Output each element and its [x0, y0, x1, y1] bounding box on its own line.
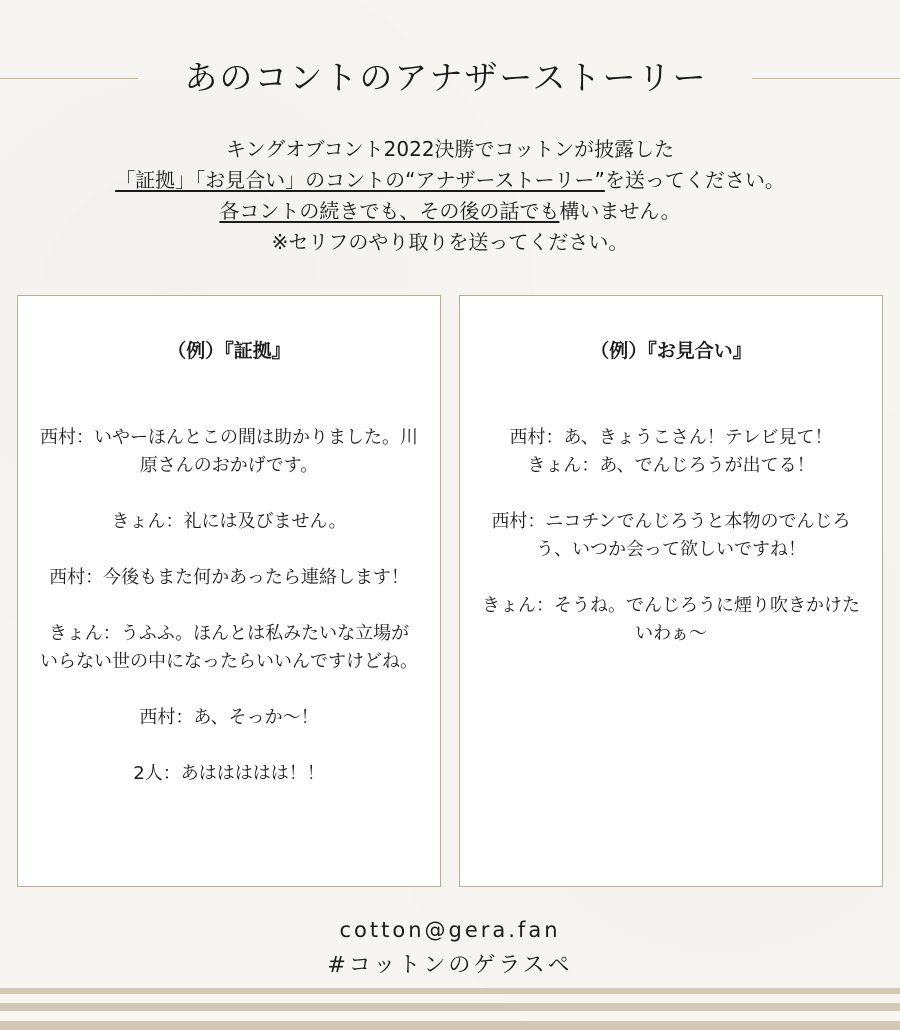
page-title: あのコントのアナザーストーリー — [184, 58, 708, 97]
example-card-omiai — [459, 295, 883, 887]
dialog-line: きょん：うふふ。ほんとは私みたいな立場がいらない世の中になったらいいんですけどね。 — [40, 623, 418, 672]
intro-line-3-underlined: 各コントの続きでも、その後の話でも — [219, 199, 560, 223]
intro-line-2 — [20, 165, 880, 196]
intro-line-2-underlined: 「証拠」「お見合い」のコントの“アナザーストーリー” — [115, 168, 605, 192]
dialog-line: きょん：あ、でんじろうが出てる！ — [527, 455, 815, 476]
title-rule-right — [752, 78, 900, 79]
dialog-line: 西村：あ、そっか〜！ — [139, 707, 319, 728]
intro-line-2-rest: を送ってください。 — [604, 168, 785, 192]
dialog-list — [40, 424, 418, 816]
dialog-line: きょん：そうね。でんじろうに煙り吹きかけたいわぁ〜 — [482, 595, 860, 644]
card-title: （例）『お見合い』 — [590, 340, 752, 362]
card-title: （例）『証拠』 — [167, 340, 291, 362]
intro-line-1: キングオブコント2022決勝でコットンが披露した — [225, 137, 675, 161]
example-card-shouko — [17, 295, 441, 887]
intro-line-3 — [20, 196, 880, 227]
bottom-stripe — [0, 1003, 900, 1011]
dialog-line: 西村：いやーほんとこの間は助かりました。川原さんのおかげです。 — [40, 427, 418, 476]
intro-line-4: ※セリフのやり取りを送ってください。 — [271, 230, 629, 254]
contact-email[interactable]: cotton@gera.fan — [339, 918, 561, 942]
dialog-line: 西村：ニコチンでんじろうと本物のでんじろう、いつか会って欲しいですね！ — [491, 511, 851, 560]
dialog-line: 西村：あ、きょうこさん！テレビ見て！ — [509, 427, 833, 448]
bottom-stripe — [0, 1021, 900, 1030]
dialog-line: 西村：今後もまた何かあったら連絡します！ — [49, 567, 409, 588]
dialog-line: 2人：あははははは！！ — [133, 763, 325, 784]
title-rule-left — [0, 78, 138, 79]
intro-line-3-rest: 構いません。 — [559, 199, 681, 223]
dialog-list — [482, 424, 860, 676]
hashtag: #コットンのゲラスペ — [327, 953, 573, 978]
intro-text — [20, 134, 880, 258]
title-row — [0, 48, 900, 108]
bottom-stripe — [0, 988, 900, 994]
dialog-line: きょん：礼には及びません。 — [111, 511, 347, 532]
